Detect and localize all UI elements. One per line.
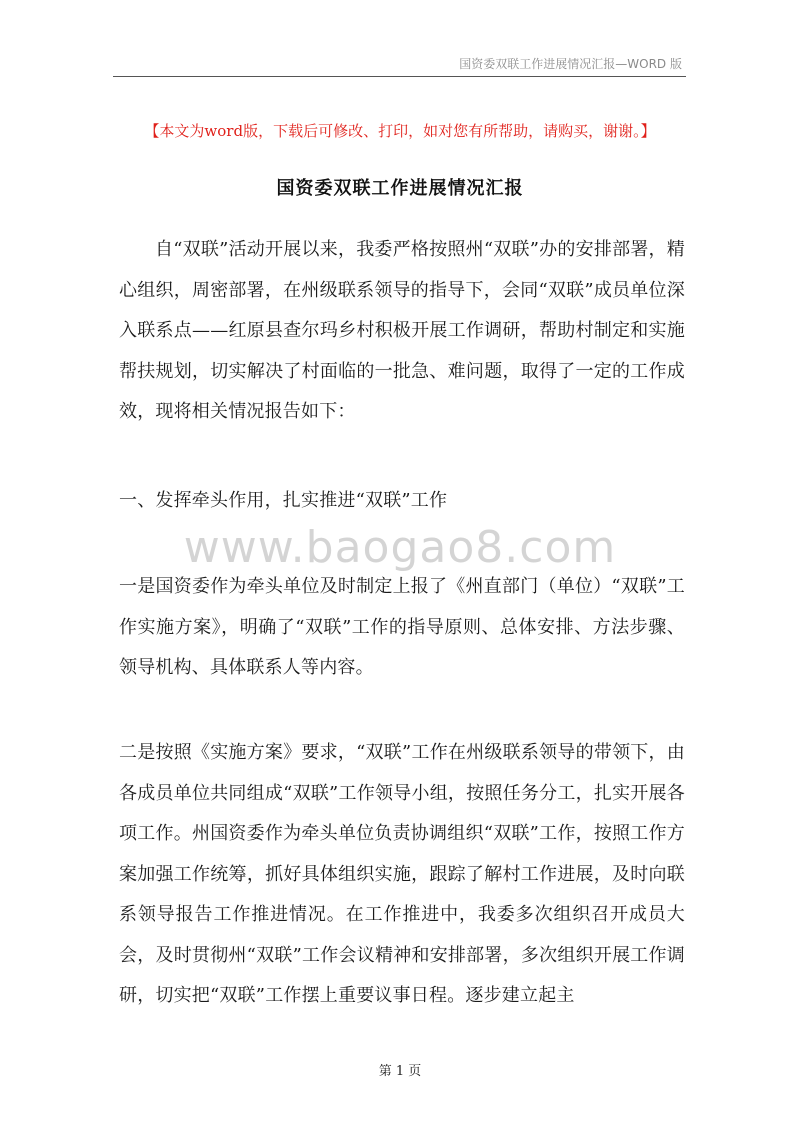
paragraph-two: 二是按照《实施方案》要求，“双联”工作在州级联系领导的带领下，由各成员单位共同组成“双联”工作领导小组，按照任务分工，扎实开展各项工作。州国资委作为牵头单位负责协调组织“双联”工作，按照工作方案加强工作统筹，抓好具体组织实施，跟踪了解村工作进展，及时向联系领导报告工作推进情况。在工作推进中，我委多次组织召开成员大会，及时贯彻州“双联”工作会议精神和安排部署，多次组织开展工作调研，切实把“双联”工作摆上重要议事日程。逐步建立起主 — [119, 742, 685, 1006]
document-title: 国资委双联工作进展情况汇报 — [276, 178, 524, 199]
intro-paragraph: 自“双联”活动开展以来，我委严格按照州“双联”办的安排部署，精心组织，周密部署，在州级联系领导的指导下，会同“双联”成员单位深入联系点——红原县查尔玛乡村积极开展工作调研，帮助村制定和实施帮扶规划，切实解决了村面临的一批急、难问题，取得了一定的工作成效，现将相关情况报告如下： — [119, 239, 685, 422]
header-divider — [113, 76, 686, 77]
paragraph-one: 一是国资委作为牵头单位及时制定上报了《州直部门（单位）“双联”工作实施方案》，明确了“双联”工作的指导原则、总体安排、方法步骤、领导机构、具体联系人等内容。 — [119, 576, 685, 678]
page-number: 第 1 页 — [378, 1064, 422, 1079]
watermark: www.baogao8.com — [183, 522, 617, 573]
running-header: 国资委双联工作进展情况汇报—WORD 版 — [459, 57, 682, 71]
purchase-notice: 【本文为word版，下载后可修改、打印，如对您有所帮助，请购买，谢谢。】 — [144, 122, 656, 140]
section-heading-1: 一、发挥牵头作用，扎实推进“双联”工作 — [119, 490, 448, 511]
